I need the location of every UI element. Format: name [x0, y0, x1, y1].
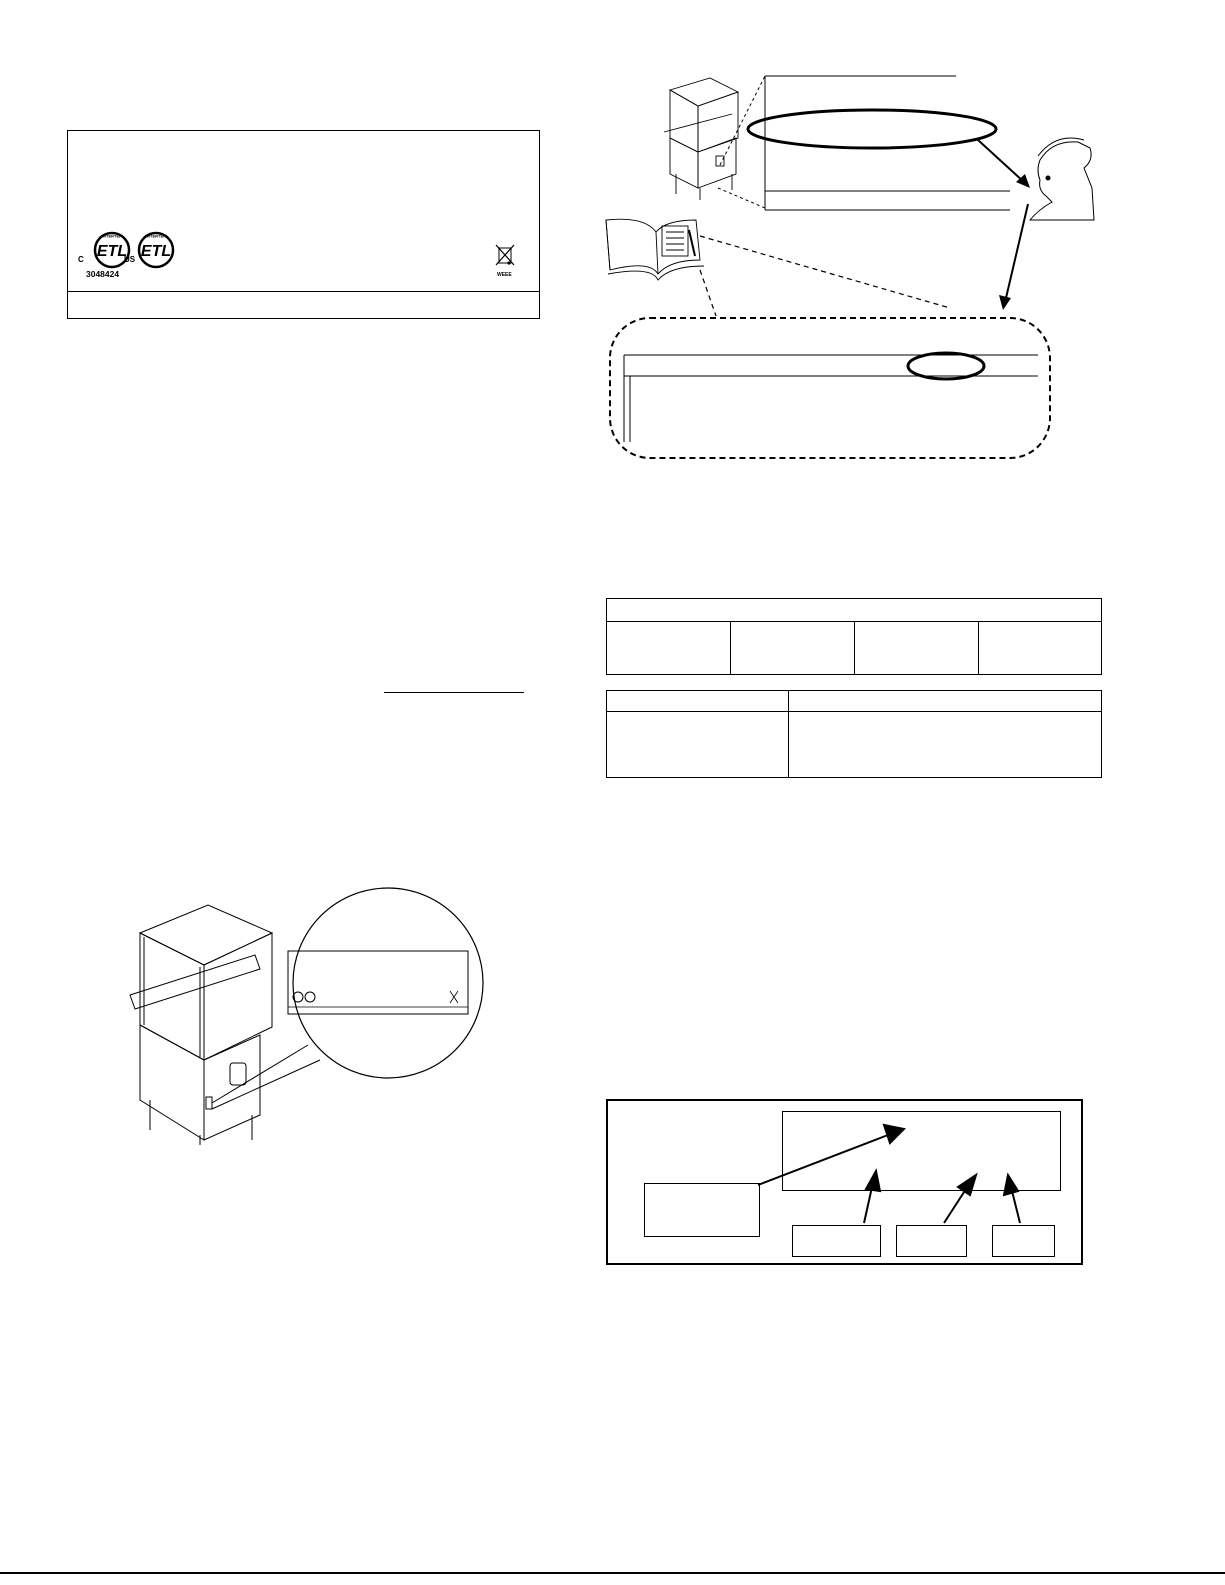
spec-table-b: [606, 690, 1102, 778]
etl-sanitation-logo-icon: [136, 232, 176, 272]
rating-plate: [67, 130, 540, 319]
flow-arrows: [606, 1099, 1083, 1265]
spec-table-b-col-rule: [788, 691, 789, 777]
svg-text:ETL: ETL: [96, 243, 128, 260]
weee-label: WEEE: [497, 272, 512, 278]
small-dishwasher-icon: [664, 78, 738, 200]
crossed-out-bin-icon: [493, 243, 517, 271]
page-footer-rule: [0, 1572, 1225, 1574]
svg-text:INTERTEK: INTERTEK: [102, 233, 122, 239]
mark-us: US: [124, 255, 136, 264]
spec-table-a-col-rule: [730, 621, 731, 674]
rating-plate-divider: [68, 291, 539, 292]
fill-in-rule: [384, 692, 524, 693]
cert-number: 3048424: [86, 269, 120, 279]
label-location-illustration: [600, 70, 1100, 470]
spec-table-a-col-rule: [854, 621, 855, 674]
dishwasher-plate-location-illustration: [120, 885, 500, 1145]
svg-text:ETL: ETL: [140, 243, 172, 260]
spec-table-b-header-rule: [607, 711, 1101, 712]
mark-c: C: [78, 255, 84, 264]
hood-dishwasher-illustration: [130, 905, 272, 1145]
open-manual-book-icon: [606, 219, 704, 280]
technician-head-icon: [1030, 138, 1094, 220]
spec-table-a-col-rule: [978, 621, 979, 674]
spec-table-a: [606, 598, 1102, 675]
svg-text:INTERTEK: INTERTEK: [146, 233, 166, 239]
